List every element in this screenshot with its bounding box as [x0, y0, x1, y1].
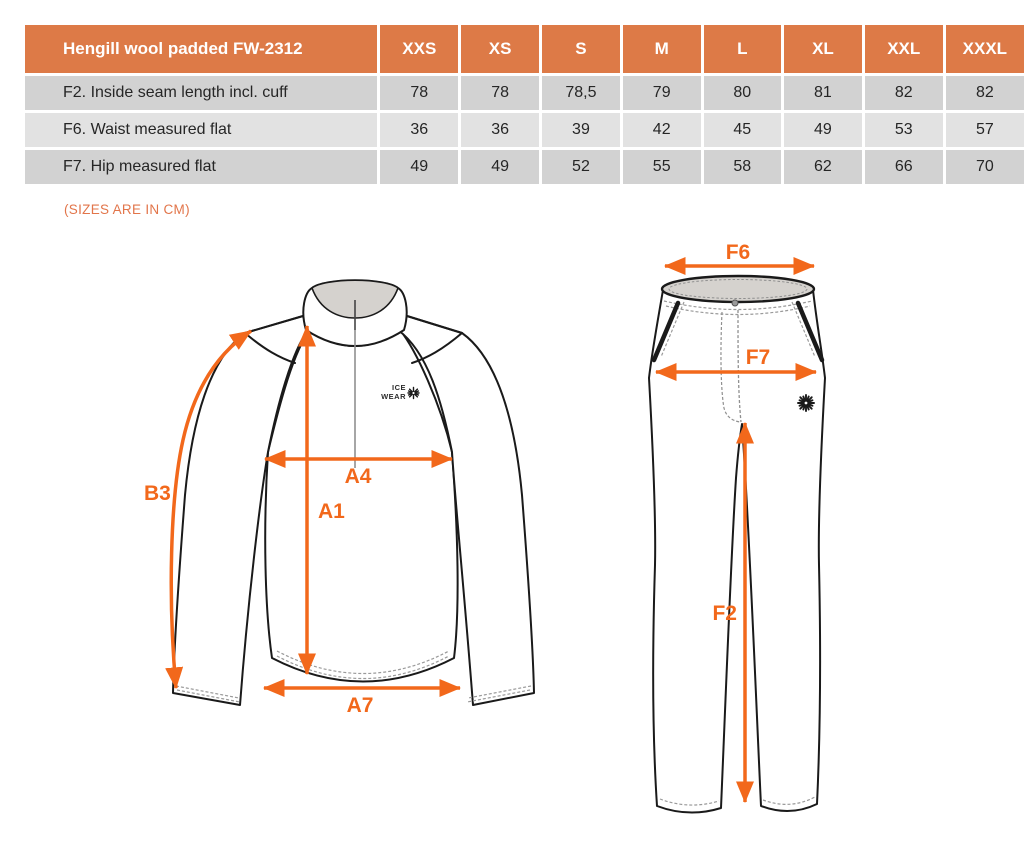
svg-text:WEAR: WEAR — [381, 392, 406, 401]
size-value-cell: 39 — [542, 113, 620, 147]
size-value-cell: 49 — [380, 150, 458, 184]
f7-label: F7 — [745, 346, 771, 369]
size-value-cell: 78,5 — [542, 76, 620, 110]
size-value-cell: 82 — [865, 76, 943, 110]
size-value-cell: 81 — [784, 76, 862, 110]
sweater-diagram — [144, 280, 534, 717]
size-value-cell: 66 — [865, 150, 943, 184]
size-column-header: XL — [784, 25, 862, 73]
product-name-header: Hengill wool padded FW-2312 — [25, 25, 377, 73]
size-column-header: XXL — [865, 25, 943, 73]
size-value-cell: 62 — [784, 150, 862, 184]
size-value-cell: 58 — [704, 150, 782, 184]
size-value-cell: 52 — [542, 150, 620, 184]
pants-diagram — [649, 241, 825, 813]
snowflake-icon — [798, 395, 814, 411]
size-value-cell: 45 — [704, 113, 782, 147]
size-value-cell: 36 — [380, 113, 458, 147]
size-column-header: XS — [461, 25, 539, 73]
pants-outline — [649, 290, 825, 813]
sweater-body — [265, 330, 457, 682]
f2-label: F2 — [712, 602, 737, 625]
size-column-header: L — [704, 25, 782, 73]
size-value-cell: 79 — [623, 76, 701, 110]
measurement-label-cell: F2. Inside seam length incl. cuff — [25, 76, 377, 110]
size-value-cell: 57 — [946, 113, 1024, 147]
a7-label: A7 — [346, 694, 374, 717]
size-value-cell: 80 — [704, 76, 782, 110]
size-value-cell: 49 — [461, 150, 539, 184]
measurement-label-cell: F7. Hip measured flat — [25, 150, 377, 184]
a4-label: A4 — [344, 465, 372, 488]
size-value-cell: 42 — [623, 113, 701, 147]
svg-text:ICE: ICE — [391, 383, 406, 392]
size-column-header: S — [542, 25, 620, 73]
sizes-unit-note: (SIZES ARE IN CM) — [64, 202, 190, 217]
size-value-cell: 53 — [865, 113, 943, 147]
size-value-cell: 55 — [623, 150, 701, 184]
size-value-cell: 78 — [380, 76, 458, 110]
size-value-cell: 82 — [946, 76, 1024, 110]
size-column-header: XXS — [380, 25, 458, 73]
size-value-cell: 36 — [461, 113, 539, 147]
size-value-cell: 49 — [784, 113, 862, 147]
size-column-header: M — [623, 25, 701, 73]
f6-label: F6 — [725, 241, 751, 264]
measurement-label-cell: F6. Waist measured flat — [25, 113, 377, 147]
a1-label: A1 — [318, 500, 345, 523]
waist-button — [732, 300, 738, 306]
size-value-cell: 70 — [946, 150, 1024, 184]
b3-label: B3 — [144, 482, 171, 505]
size-value-cell: 78 — [461, 76, 539, 110]
size-column-header: XXXL — [946, 25, 1024, 73]
logo-snowflake-icon — [408, 388, 419, 399]
